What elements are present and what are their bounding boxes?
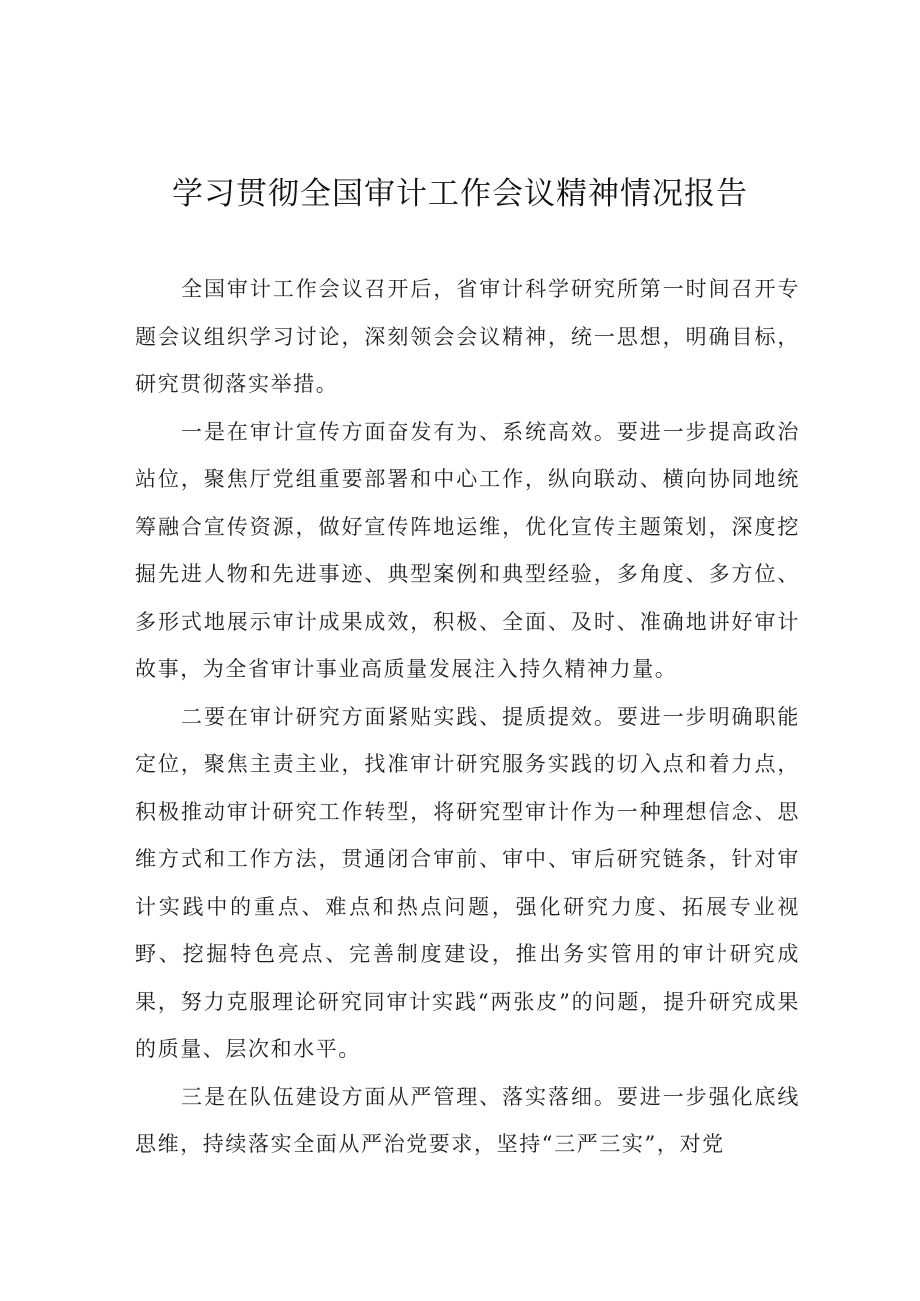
document-body xyxy=(135,266,800,1169)
paragraph-intro: 全国审计工作会议召开后，省审计科学研究所第一时间召开专题会议组织学习讨论，深刻领会会议精神，统一思想，明确目标，研究贯彻落实举措。 xyxy=(135,277,800,396)
document-title: 学习贯彻全国审计工作会议精神情况报告 xyxy=(172,176,748,212)
paragraph-team-building: 三是在队伍建设方面从严管理、落实落细。要进一步强化底线思维，持续落实全面从严治党要求，坚持“三严三实”，对党 xyxy=(135,1084,800,1156)
paragraph-publicity: 一是在审计宣传方面奋发有为、系统高效。要进一步提高政治站位，聚焦厅党组重要部署和中心工作，纵向联动、横向协同地统筹融合宣传资源，做好宣传阵地运维，优化宣传主题策划，深度挖掘先进人物和先进事迹、典型案例和典型经验，多角度、多方位、多形式地展示审计成果成效，积极、全面、及时、准确地讲好审计故事，为全省审计事业高质量发展注入持久精神力量。 xyxy=(135,419,800,681)
paragraph-research: 二要在审计研究方面紧贴实践、提质提效。要进一步明确职能定位，聚焦主责主业，找准审计研究服务实践的切入点和着力点，积极推动审计研究工作转型，将研究型审计作为一种理想信念、思维方式和工作方法，贯通闭合审前、审中、审后研究链条，针对审计实践中的重点、难点和热点问题，强化研究力度、拓展专业视野、挖掘特色亮点、完善制度建设，推出务实管用的审计研究成果，努力克服理论研究同审计实践“两张皮”的问题，提升研究成果的质量、层次和水平。 xyxy=(135,704,801,1061)
